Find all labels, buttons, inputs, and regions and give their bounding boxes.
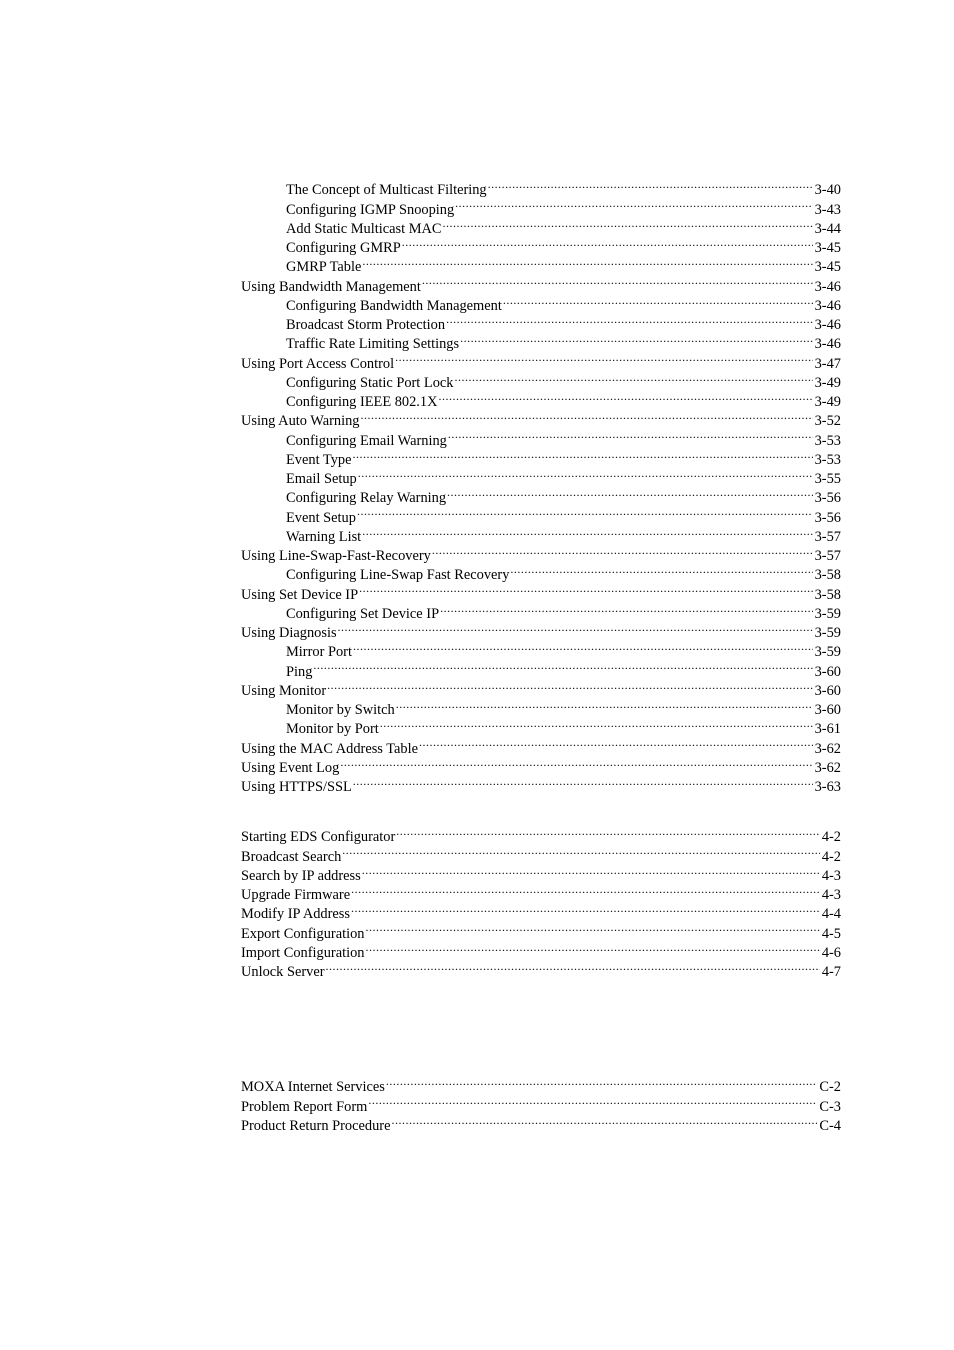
toc-entry-title: Event Type: [286, 451, 352, 468]
toc-entry-title: Traffic Rate Limiting Settings: [286, 336, 460, 353]
toc-dot-leader: [359, 579, 813, 598]
toc-entry-title: Warning List: [286, 528, 362, 545]
toc-entry-page-number: 4-7: [821, 964, 841, 980]
toc-entry-page-number: 3-60: [814, 702, 841, 718]
toc-entry-title: Using Event Log: [241, 759, 340, 776]
toc-entry-title: Configuring Bandwidth Management: [286, 297, 502, 314]
toc-entry-title: Modify IP Address: [241, 906, 350, 923]
toc-dot-leader: [396, 695, 813, 714]
toc-entry-page-number: 3-52: [814, 413, 841, 430]
toc-entry-title: Using Bandwidth Management: [241, 278, 421, 295]
toc-dot-leader: [380, 714, 813, 733]
toc-entry-page-number: 3-60: [814, 682, 841, 699]
toc-entry-title: Configuring Email Warning: [286, 432, 447, 449]
toc-entry-page-number: 3-62: [814, 740, 841, 757]
toc-entry-title: Search by IP address: [241, 867, 361, 884]
toc-entry-page-number: 3-53: [814, 432, 841, 449]
toc-dot-leader: [419, 733, 813, 752]
toc-entry-title: Using Monitor: [241, 682, 327, 699]
toc-entry-title: Configuring GMRP: [286, 240, 401, 256]
toc-entry[interactable]: [241, 175, 841, 199]
toc-entry-title: Product Return Procedure: [241, 1117, 391, 1134]
toc-entry[interactable]: [241, 695, 841, 718]
toc-entry-title: The Concept of Multicast Filtering: [286, 182, 487, 199]
toc-entry-page-number: 4-2: [821, 848, 841, 865]
toc-entry-title: Monitor by Port: [286, 721, 379, 738]
toc-entry-page-number: 3-57: [814, 528, 841, 545]
toc-entry-page-number: 3-45: [814, 259, 841, 276]
toc-entry[interactable]: [241, 656, 841, 680]
toc-dot-leader: [362, 522, 812, 541]
toc-entry-title: Using HTTPS/SSL: [241, 779, 352, 795]
toc-entry-page-number: 3-46: [814, 278, 841, 295]
toc-dot-leader: [440, 599, 813, 618]
toc-entry-page-number: 4-6: [821, 944, 841, 961]
toc-entry-title: Starting EDS Configurator: [241, 829, 396, 846]
toc-section-chapter-4: [241, 822, 841, 980]
toc-dot-leader: [443, 214, 813, 233]
toc-entry-page-number: 3-62: [814, 759, 841, 776]
toc-dot-leader: [351, 899, 820, 918]
toc-entry-page-number: 3-46: [814, 336, 841, 353]
toc-entry-title: Email Setup: [286, 471, 357, 487]
toc-dot-leader: [395, 348, 813, 367]
toc-entry-title: Broadcast Search: [241, 848, 342, 865]
toc-dot-leader: [432, 541, 813, 560]
toc-entry-page-number: 3-59: [814, 644, 841, 661]
toc-dot-leader: [326, 957, 820, 976]
toc-entry-title: Problem Report Form: [241, 1098, 368, 1115]
toc-entry-page-number: 3-46: [814, 297, 841, 314]
toc-entry-page-number: C-3: [819, 1098, 841, 1115]
toc-dot-leader: [396, 822, 820, 841]
toc-entry-title: Unlock Server: [241, 964, 325, 980]
toc-entry-title: Upgrade Firmware: [241, 887, 351, 903]
toc-entry-title: Add Static Multicast MAC: [286, 220, 442, 237]
toc-entry-page-number: 3-55: [814, 471, 841, 487]
toc-entry-page-number: 3-43: [814, 201, 841, 218]
toc-entry-title: Configuring Static Port Lock: [286, 374, 454, 391]
toc-dot-leader: [358, 464, 813, 483]
toc-dot-leader: [422, 271, 813, 290]
toc-dot-leader: [362, 252, 812, 271]
toc-entry-title: Configuring IGMP Snooping: [286, 201, 455, 218]
toc-dot-leader: [368, 1091, 817, 1110]
toc-dot-leader: [503, 291, 813, 310]
toc-entry-title: Using Auto Warning: [241, 413, 360, 430]
toc-entry-title: GMRP Table: [286, 259, 362, 276]
toc-entry-page-number: 3-63: [814, 779, 841, 795]
toc-dot-leader: [510, 560, 812, 579]
toc-entry-title: Using Port Access Control: [241, 355, 395, 372]
toc-entry-page-number: 3-46: [814, 317, 841, 333]
toc-entry-title: Using the MAC Address Table: [241, 740, 419, 757]
toc-entry-page-number: 4-2: [821, 829, 841, 846]
toc-dot-leader: [361, 406, 813, 425]
toc-entry-page-number: 3-57: [814, 548, 841, 564]
toc-dot-leader: [340, 753, 812, 772]
toc-dot-leader: [353, 772, 813, 791]
toc-dot-leader: [460, 329, 813, 348]
toc-entry-page-number: 3-58: [814, 567, 841, 584]
toc-dot-leader: [488, 175, 813, 194]
toc-dot-leader: [327, 676, 812, 695]
toc-entry-page-number: 3-47: [814, 355, 841, 372]
toc-entry-page-number: 3-60: [814, 663, 841, 680]
toc-entry-title: Using Diagnosis: [241, 625, 337, 641]
toc-entry[interactable]: [241, 822, 841, 846]
toc-entry-page-number: 3-53: [814, 451, 841, 468]
toc-entry-page-number: 4-4: [821, 906, 841, 923]
toc-entry-page-number: 3-58: [814, 586, 841, 603]
toc-dot-leader: [357, 502, 813, 521]
toc-entry-title: Event Setup: [286, 509, 356, 526]
toc-entry-title: Export Configuration: [241, 925, 365, 942]
toc-entry-title: Configuring Line-Swap Fast Recovery: [286, 567, 510, 584]
toc-dot-leader: [313, 656, 812, 675]
toc-entry-page-number: 3-61: [814, 721, 841, 738]
toc-entry-title: Mirror Port: [286, 644, 352, 661]
toc-entry-page-number: 3-49: [814, 374, 841, 391]
toc-entry-title: Ping: [286, 663, 313, 680]
toc-entry-page-number: 3-45: [814, 240, 841, 256]
toc-entry-page-number: 4-3: [821, 887, 841, 903]
toc-dot-leader: [352, 445, 812, 464]
toc-entry-page-number: C-4: [819, 1117, 841, 1134]
toc-entry-page-number: 3-56: [814, 490, 841, 507]
toc-entry-title: Configuring Relay Warning: [286, 490, 447, 507]
toc-dot-leader: [438, 387, 812, 406]
toc-dot-leader: [362, 861, 820, 880]
toc-dot-leader: [386, 1072, 818, 1091]
toc-entry-page-number: 3-40: [814, 182, 841, 199]
toc-dot-leader: [342, 841, 820, 860]
toc-entry-title: Configuring IEEE 802.1X: [286, 394, 438, 410]
toc-dot-leader: [447, 483, 813, 502]
toc-dot-leader: [391, 1111, 817, 1130]
toc-entry-page-number: 4-5: [821, 925, 841, 942]
toc-section-chapter-3: [241, 175, 841, 795]
toc-entry-page-number: 4-3: [821, 867, 841, 884]
toc-entry-page-number: 3-44: [814, 220, 841, 237]
toc-dot-leader: [454, 368, 812, 387]
toc-entry[interactable]: [241, 676, 841, 699]
toc-entry[interactable]: [241, 957, 841, 980]
toc-entry[interactable]: [241, 1072, 841, 1096]
toc-section-appendix-c: [241, 1072, 841, 1134]
toc-entry-title: Import Configuration: [241, 944, 365, 961]
toc-entry-title: Using Line-Swap-Fast-Recovery: [241, 548, 431, 564]
toc-entry-page-number: C-2: [819, 1079, 841, 1096]
toc-dot-leader: [448, 425, 813, 444]
toc-entry-page-number: 3-59: [814, 605, 841, 622]
toc-dot-leader: [353, 637, 813, 656]
toc-entry-title: Configuring Set Device IP: [286, 605, 440, 622]
toc-entry-page-number: 3-49: [814, 394, 841, 410]
toc-dot-leader: [338, 618, 813, 637]
toc-entry-title: Monitor by Switch: [286, 702, 395, 718]
toc-entry-page-number: 3-56: [814, 509, 841, 526]
toc-dot-leader: [351, 880, 820, 899]
toc-dot-leader: [366, 938, 820, 957]
toc-dot-leader: [455, 194, 812, 213]
toc-entry-title: Using Set Device IP: [241, 586, 359, 603]
toc-dot-leader: [366, 918, 820, 937]
toc-entry-page-number: 3-59: [814, 625, 841, 641]
toc-dot-leader: [446, 310, 813, 329]
toc-dot-leader: [402, 233, 813, 252]
toc-entry-title: MOXA Internet Services: [241, 1079, 385, 1096]
toc-entry-title: Broadcast Storm Protection: [286, 317, 446, 333]
